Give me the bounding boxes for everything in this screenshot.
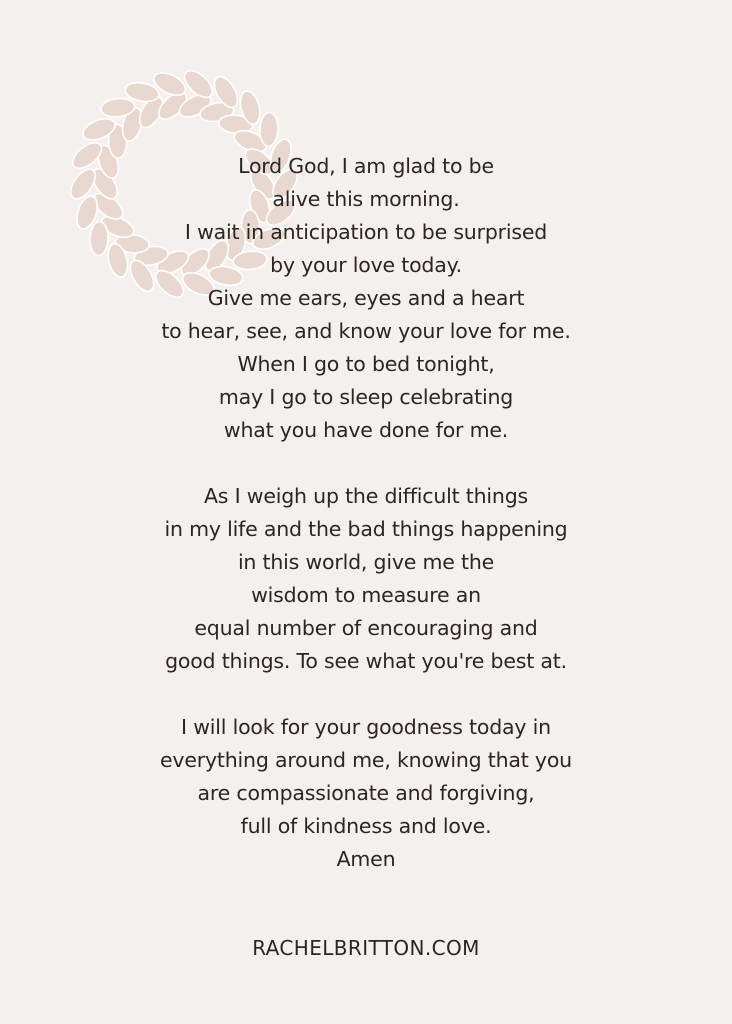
- prayer-line: I wait in anticipation to be surprised: [184, 220, 548, 244]
- wreath-leaf: [259, 112, 278, 147]
- prayer-line: equal number of encouraging and: [194, 616, 538, 640]
- prayer-line: in my life and the bad things happening: [164, 517, 568, 541]
- prayer-line: are compassionate and forgiving,: [197, 781, 535, 805]
- prayer-line: Give me ears, eyes and a heart: [207, 286, 525, 310]
- prayer-line: good things. To see what you're best at.: [165, 649, 567, 673]
- prayer-line: I will look for your goodness today in: [181, 715, 551, 739]
- prayer-line: to hear, see, and know your love for me.: [161, 319, 571, 343]
- prayer-line: When I go to bed tonight,: [237, 352, 495, 376]
- prayer-text: [0, 150, 732, 909]
- prayer-line: Lord God, I am glad to be: [238, 154, 494, 178]
- prayer-line: may I go to sleep celebrating: [218, 385, 514, 409]
- prayer-line: what you have done for me.: [223, 418, 509, 442]
- prayer-line: in this world, give me the: [237, 550, 495, 574]
- prayer-line: full of kindness and love.: [240, 814, 492, 838]
- prayer-line: alive this morning.: [272, 187, 460, 211]
- prayer-line: by your love today.: [270, 253, 462, 277]
- website-url: RACHELBRITTON.COM: [252, 936, 480, 960]
- prayer-stanza-1: [0, 150, 732, 447]
- prayer-line: As I weigh up the difficult things: [203, 484, 529, 508]
- prayer-line: everything around me, knowing that you: [160, 748, 572, 772]
- prayer-line: Amen: [336, 847, 396, 871]
- prayer-stanza-3: [0, 711, 732, 876]
- prayer-stanza-2: [0, 480, 732, 678]
- prayer-line: wisdom to measure an: [251, 583, 481, 607]
